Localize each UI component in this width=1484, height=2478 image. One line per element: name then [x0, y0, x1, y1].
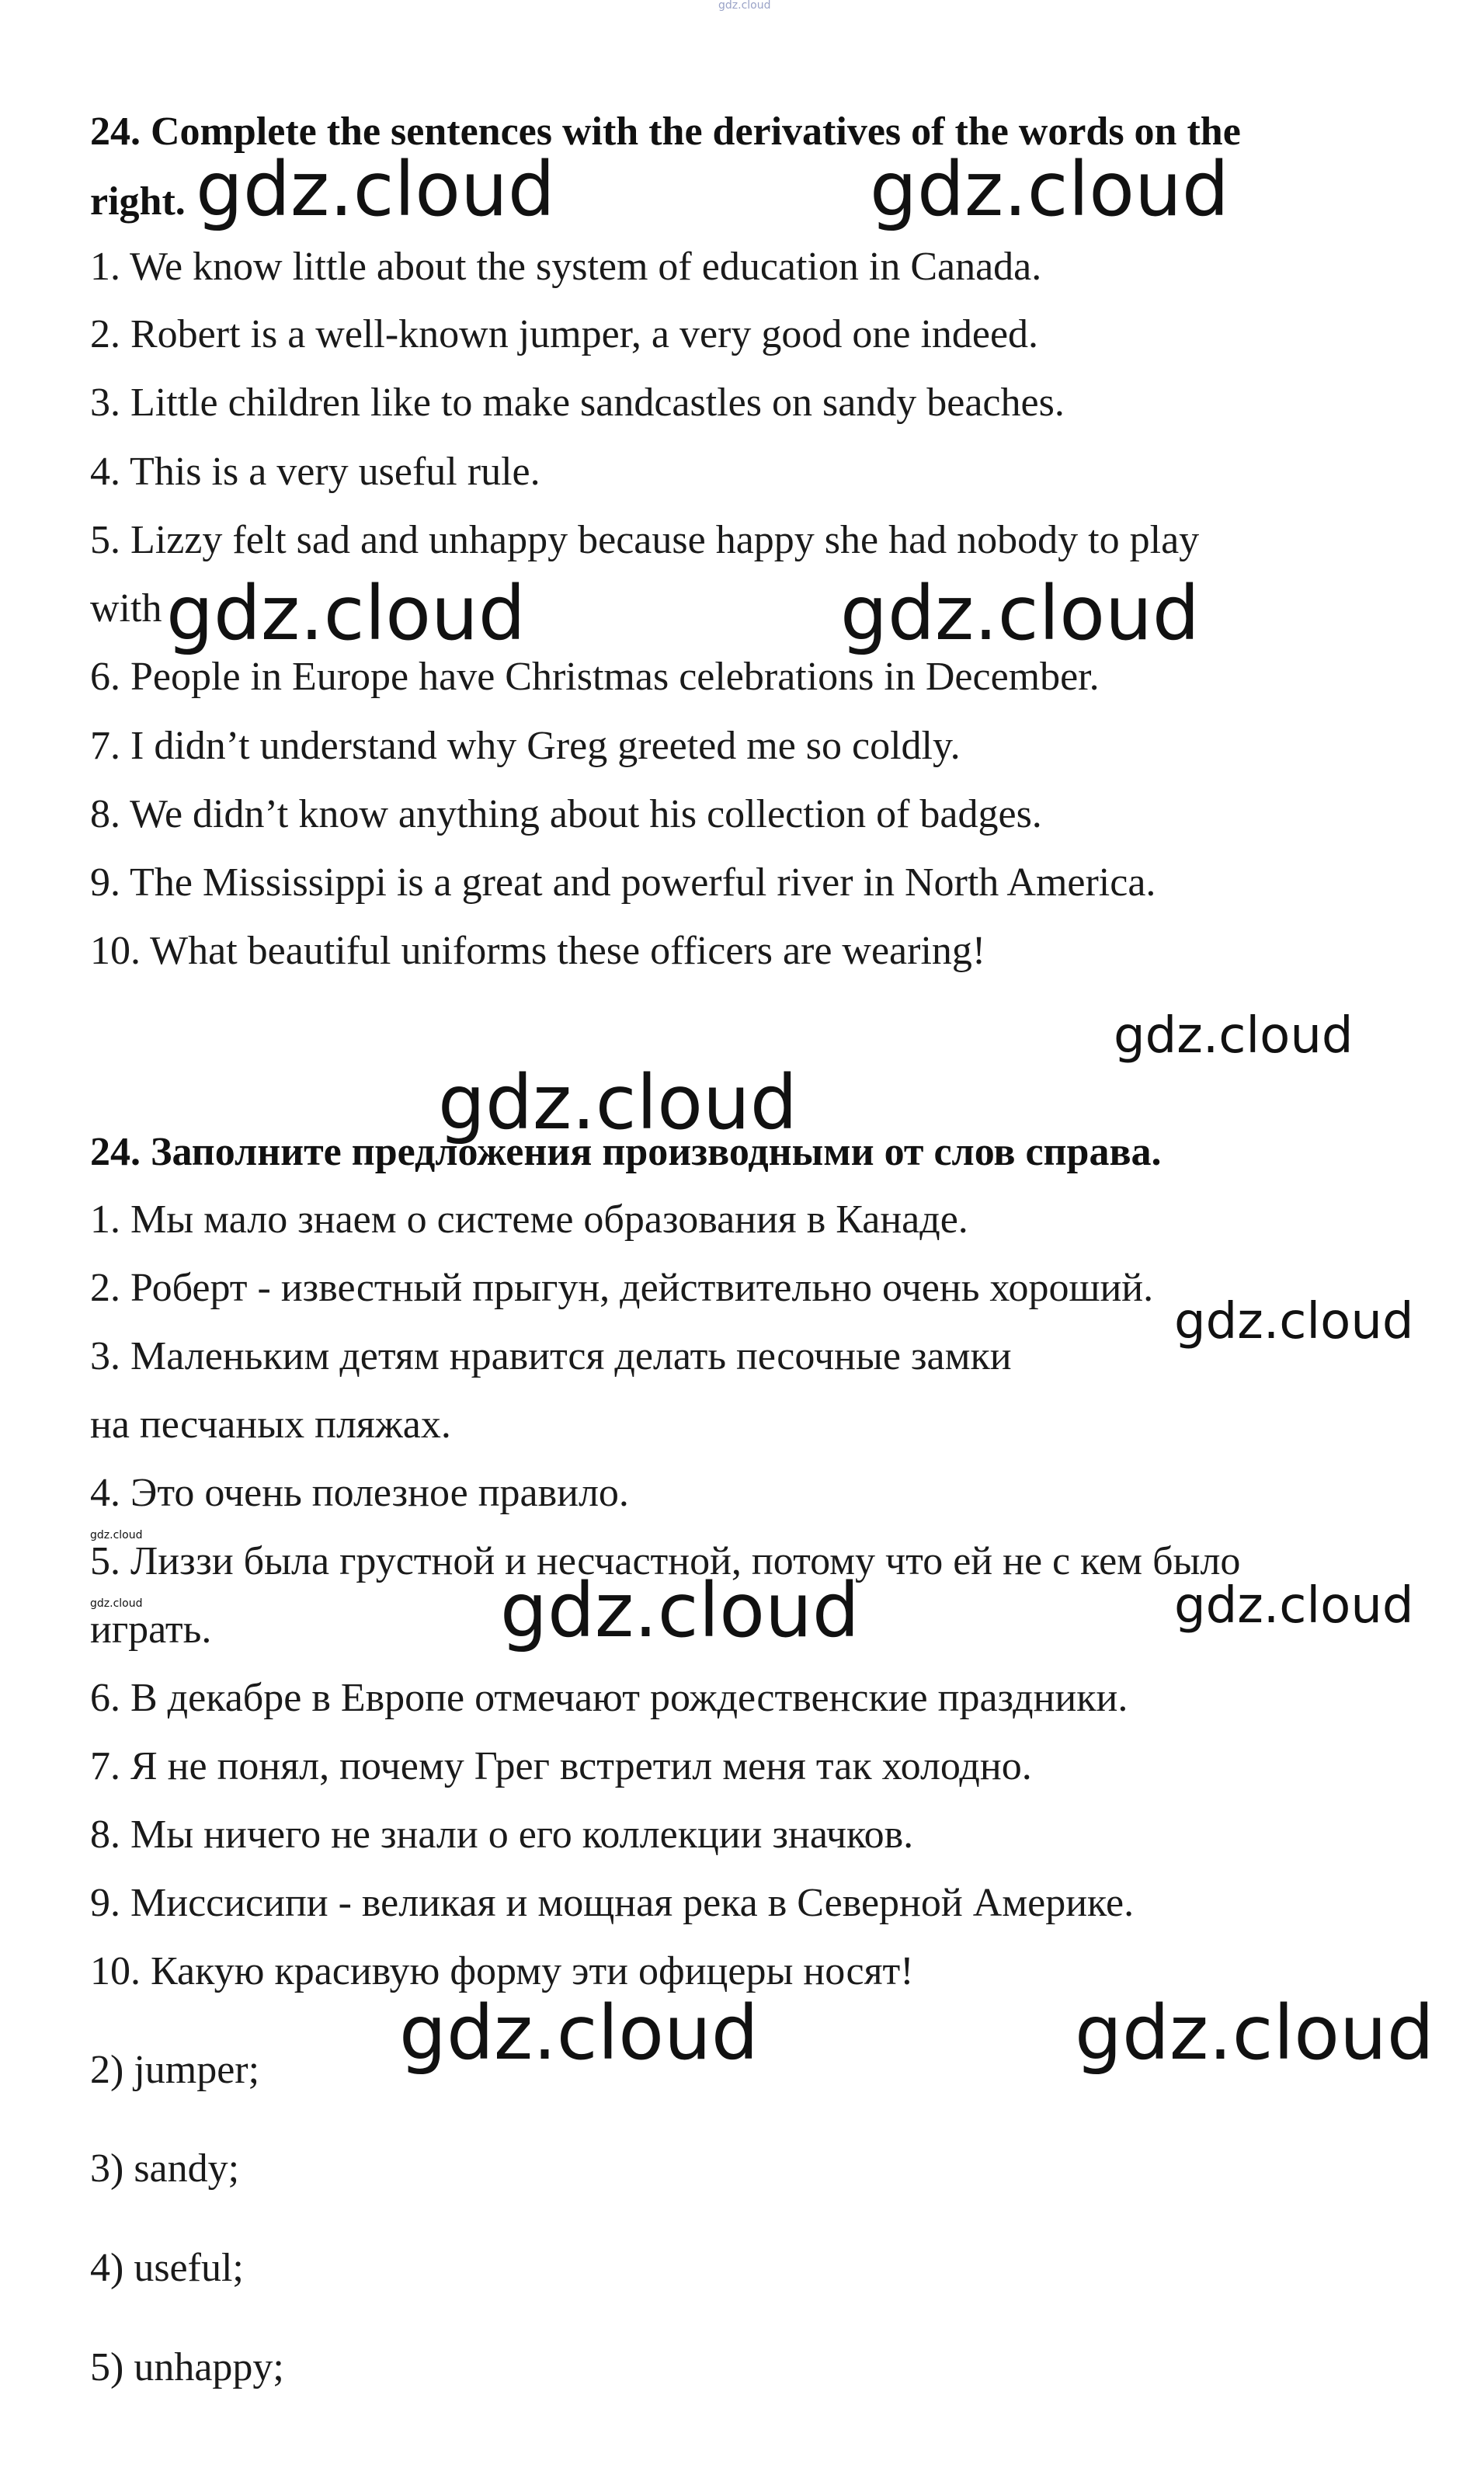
english-sentence-6: 6. People in Europe have Christmas celebrations in December.	[90, 655, 1100, 699]
russian-sentence-10: 10. Какую красивую форму эти офицеры носят!	[90, 1949, 914, 1993]
answer-2: 3) sandy;	[90, 2146, 240, 2191]
answer-3: 4) useful;	[90, 2246, 244, 2290]
watermark: gdz.cloud	[1174, 1293, 1414, 1350]
english-sentence-5: 5. Lizzy felt sad and unhappy because happy she had nobody to play	[90, 518, 1200, 562]
english-sentence-2: 2. Robert is a well-known jumper, a very good one indeed.	[90, 312, 1039, 356]
english-heading-line-1: 24. Complete the sentences with the derivatives of the words on the	[90, 109, 1241, 154]
watermark: gdz.cloud	[870, 146, 1229, 233]
english-sentence-8: 8. We didn’t know anything about his collection of badges.	[90, 792, 1042, 836]
english-sentence-1: 1. We know little about the system of education in Canada.	[90, 245, 1042, 289]
english-heading-line-2: right.	[90, 179, 186, 224]
english-sentence-5-continued: with	[90, 586, 162, 631]
russian-sentence-9: 9. Миссисипи - великая и мощная река в Северной Америке.	[90, 1881, 1135, 1925]
watermark: gdz.cloud	[196, 146, 555, 233]
russian-sentence-3: 3. Маленьким детям нравится делать песочные замки	[90, 1334, 1012, 1378]
russian-sentence-1: 1. Мы мало знаем о системе образования в Канаде.	[90, 1197, 968, 1242]
watermark: gdz.cloud	[1075, 1990, 1434, 2077]
russian-sentence-5-continued: играть.	[90, 1607, 212, 1652]
russian-sentence-3-continued: на песчаных пляжах.	[90, 1402, 451, 1447]
watermark: gdz.cloud	[1114, 1007, 1354, 1065]
watermark: gdz.cloud	[500, 1567, 860, 1654]
watermark: gdz.cloud	[840, 570, 1200, 657]
russian-sentence-5: 5. Лиззи была грустной и несчастной, потому что ей не с кем было	[90, 1539, 1241, 1583]
watermark: gdz.cloud	[166, 570, 526, 657]
russian-sentence-6: 6. В декабре в Европе отмечают рождественские праздники.	[90, 1676, 1128, 1720]
watermark-top: gdz.cloud	[718, 0, 771, 12]
answer-4: 5) unhappy;	[90, 2345, 284, 2389]
russian-sentence-7: 7. Я не понял, почему Грег встретил меня так холодно.	[90, 1744, 1032, 1788]
russian-sentence-8: 8. Мы ничего не знали о его коллекции значков.	[90, 1812, 914, 1857]
russian-heading: 24. Заполните предложения производными от слов справа.	[90, 1130, 1162, 1174]
watermark-small: gdz.cloud	[90, 1529, 143, 1541]
english-sentence-7: 7. I didn’t understand why Greg greeted me so coldly.	[90, 724, 961, 768]
watermark: gdz.cloud	[1174, 1577, 1414, 1635]
answer-1: 2) jumper;	[90, 2048, 260, 2092]
russian-sentence-2: 2. Роберт - известный прыгун, действительно очень хороший.	[90, 1266, 1154, 1310]
russian-sentence-4: 4. Это очень полезное правило.	[90, 1471, 629, 1515]
english-sentence-3: 3. Little children like to make sandcastles on sandy beaches.	[90, 381, 1065, 425]
english-sentence-10: 10. What beautiful uniforms these officers are wearing!	[90, 929, 986, 973]
watermark: gdz.cloud	[399, 1990, 759, 2077]
english-sentence-9: 9. The Mississippi is a great and powerful river in North America.	[90, 860, 1156, 905]
watermark-small: gdz.cloud	[90, 1597, 143, 1610]
watermark: gdz.cloud	[438, 1059, 798, 1146]
english-sentence-4: 4. This is a very useful rule.	[90, 450, 540, 494]
